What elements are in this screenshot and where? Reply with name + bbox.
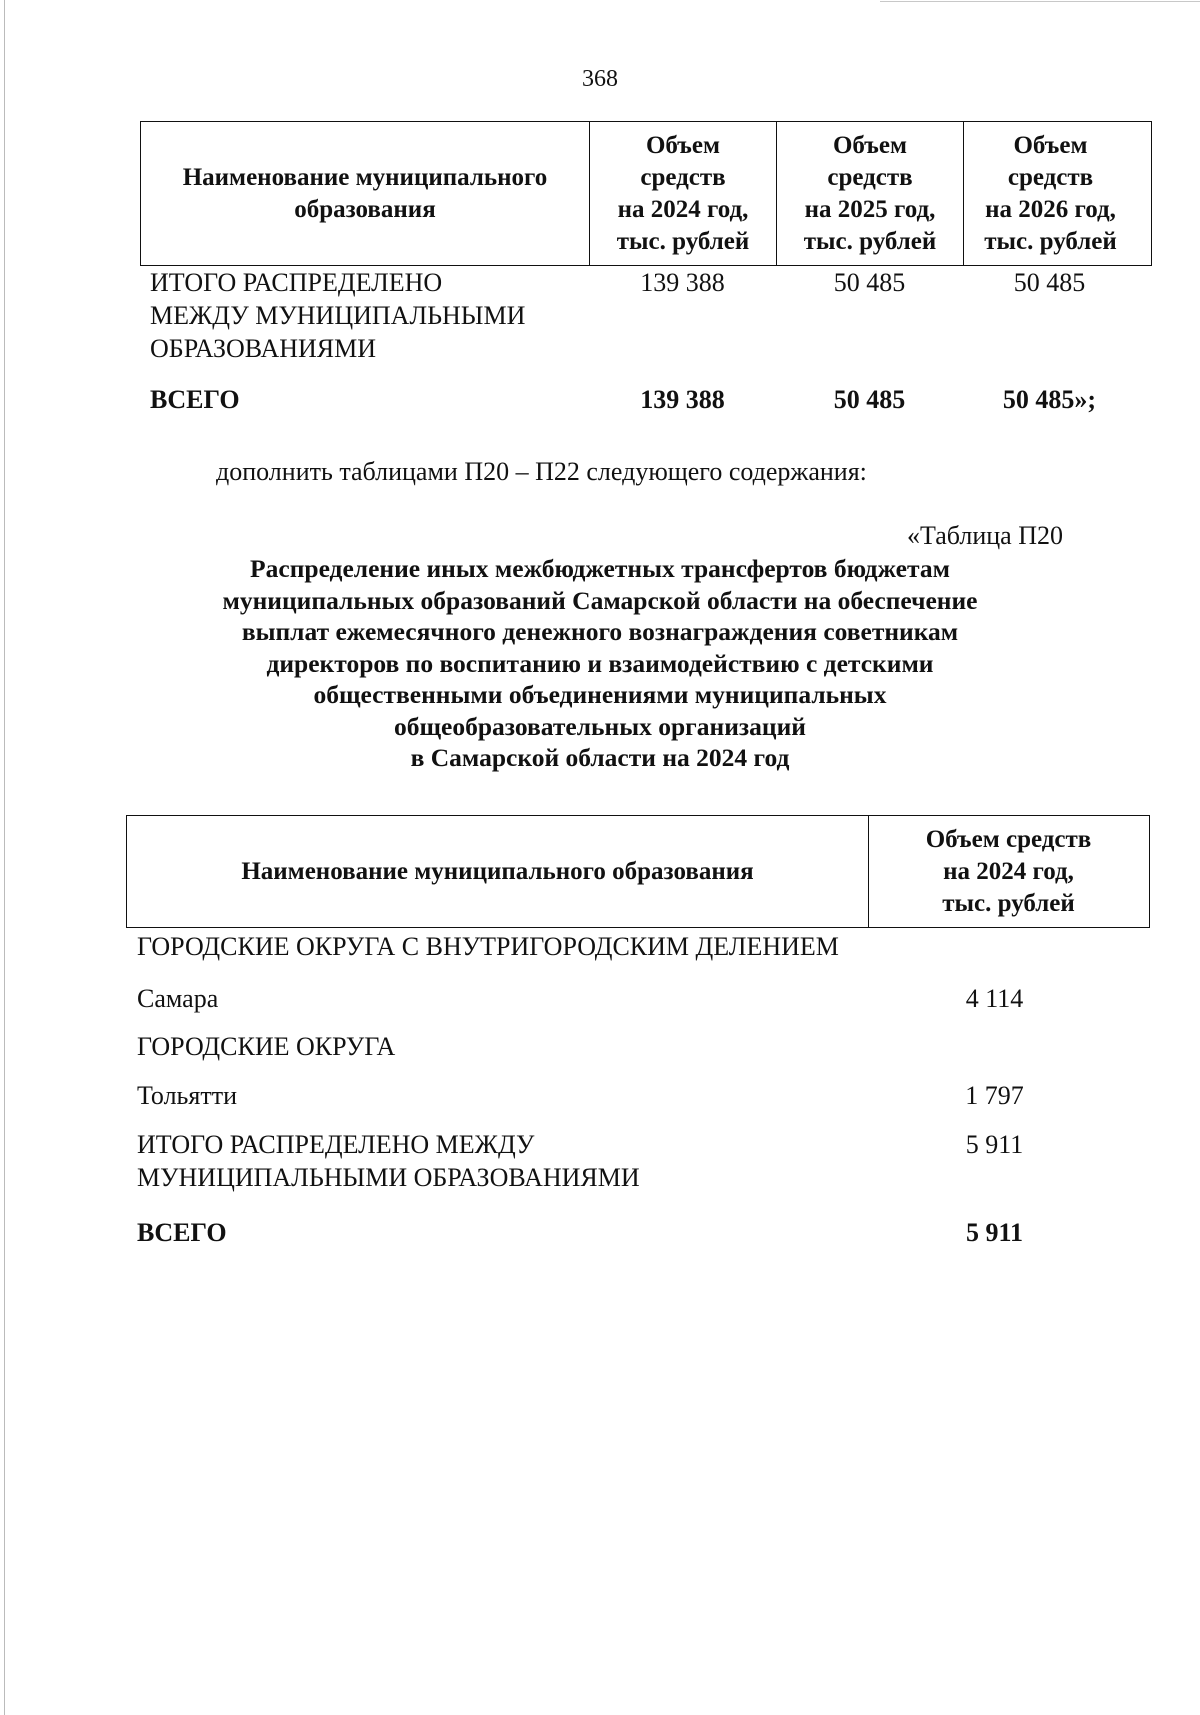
title-line: общественными объединениями муниципальных	[313, 680, 887, 709]
table2-row-value	[868, 1030, 1147, 1063]
table2-row	[137, 1079, 1150, 1112]
table-label: «Таблица П20	[907, 521, 1063, 550]
table2-row-value: 5 911	[965, 1130, 1024, 1159]
title-line: выплат ежемесячного денежного вознаграждения советникам	[241, 617, 959, 646]
table-title	[80, 553, 1120, 774]
scan-edge	[4, 0, 5, 1715]
title-line: муниципальных образований Самарской области на обеспечение	[222, 585, 978, 615]
table2-row-value: 4 114	[965, 984, 1024, 1013]
table2-row-value	[868, 930, 1147, 963]
table2-row-total-distributed	[137, 1128, 1150, 1194]
table2-header-name: Наименование муниципального образования	[127, 816, 869, 927]
table1-row-label: ИТОГО РАСПРЕДЕЛЕНО МЕЖДУ МУНИЦИПАЛЬНЫМИ ОБРАЗОВАНИЯМИ	[150, 268, 526, 363]
table2-row-label: ВСЕГО	[137, 1218, 227, 1247]
table2-row-grand-total	[137, 1216, 1150, 1249]
table1-row-label: ВСЕГО	[150, 385, 240, 414]
table2-row-label: Тольятти	[137, 1081, 238, 1110]
table2-row-value: 5 911	[965, 1218, 1024, 1247]
table1-row-grand-total	[140, 383, 1152, 416]
table1-value-2024: 139 388	[640, 268, 725, 297]
table1-value-2026: 50 485	[1013, 268, 1086, 297]
table1-header-2025: Объем средств на 2025 год, тыс. рублей	[777, 122, 964, 265]
table2-header-2024: Объем средств на 2024 год, тыс. рублей	[925, 825, 1092, 917]
table1-value-2024: 139 388	[640, 385, 725, 414]
table1-value-2025: 50 485	[833, 268, 906, 297]
table1-header	[140, 121, 1152, 266]
table1-header-2026: Объем средств на 2026 год, тыс. рублей	[984, 131, 1117, 255]
title-line: в Самарской области на 2024 год	[410, 743, 790, 772]
table2-section-row	[137, 1030, 1150, 1063]
table1-header-2024: Объем средств на 2024 год, тыс. рублей	[590, 122, 777, 265]
table2-row-label: Самара	[137, 984, 219, 1013]
page-number: 368	[582, 66, 618, 92]
table2-section-row	[137, 930, 1150, 963]
table2-header	[126, 815, 1150, 928]
table1-value-2026: 50 485»;	[1002, 385, 1097, 414]
scan-edge	[880, 1, 1200, 2]
amendment-paragraph: дополнить таблицами П20 – П22 следующего содержания:	[216, 457, 867, 486]
title-line: директоров по воспитанию и взаимодействию с детскими	[266, 648, 934, 678]
table2-row-value: 1 797	[965, 1081, 1024, 1110]
table1-value-2025: 50 485	[833, 385, 906, 414]
table2-row-label: ИТОГО РАСПРЕДЕЛЕНО МЕЖДУ МУНИЦИПАЛЬНЫМИ ОБРАЗОВАНИЯМИ	[137, 1130, 640, 1192]
title-line: Распределение иных межбюджетных трансфертов бюджетам	[250, 554, 950, 583]
table2-row-label: ГОРОДСКИЕ ОКРУГА	[137, 1032, 396, 1061]
title-line: общеобразовательных организаций	[394, 711, 806, 741]
table2-row	[137, 982, 1150, 1015]
table2-row-label: ГОРОДСКИЕ ОКРУГА С ВНУТРИГОРОДСКИМ ДЕЛЕНИЕМ	[137, 932, 839, 961]
table1-row-total-distributed	[140, 266, 1152, 365]
table1-header-name: Наименование муниципального образования	[141, 122, 590, 265]
